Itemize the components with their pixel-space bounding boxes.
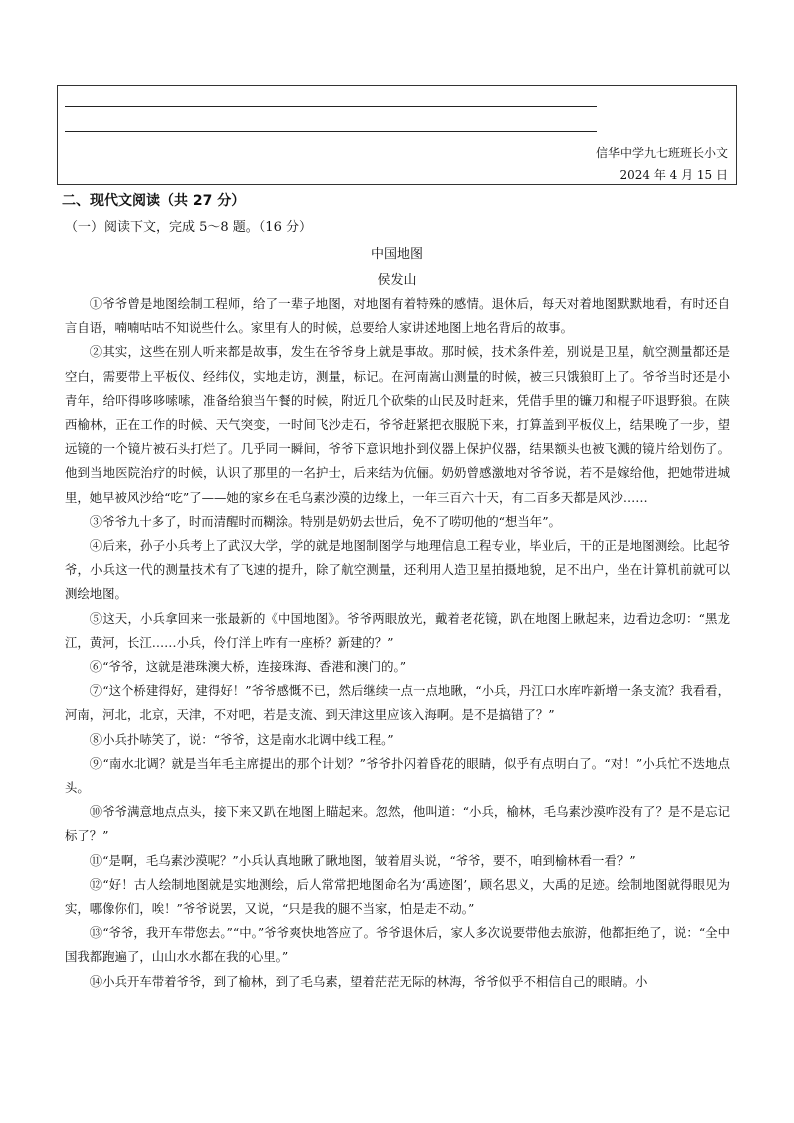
paragraph: ⑪“是啊，毛乌素沙漠呢？”小兵认真地瞅了瞅地图，皱着眉头说，“爷爷，要不，咱到榆林看一看？” [89, 852, 636, 868]
section-heading: 二、现代文阅读（共 27 分） [62, 193, 246, 209]
paragraph: ④后来，孙子小兵考上了武汉大学，学的就是地图制图学与地理信息工程专业，毕业后，干的正是地图测绘。比起爷爷，小兵这一代的测量技术有了飞速的提升，除了航空测量，还利用人造卫星拍摄地貌，足不出户，坐在计算机前就可以测绘地图。 [65, 538, 730, 602]
paragraph: ⑩爷爷满意地点点头，接下来又趴在地图上瞄起来。忽然，他叫道：“小兵，榆林，毛乌素沙漠咋没有了？是不是忘记标了？” [65, 804, 730, 844]
answer-line [65, 131, 597, 132]
paragraph: ⑧小兵扑哧笑了，说：“爷爷，这是南水北调中线工程。” [89, 731, 394, 747]
letter-date: 2024 年 4 月 15 日 [619, 168, 728, 182]
article-author: 侯发山 [377, 273, 417, 288]
letter-signature: 信华中学九七班班长小文 [595, 146, 728, 160]
paragraph: ⑭小兵开车带着爷爷，到了榆林，到了毛乌素，望着茫茫无际的林海，爷爷似乎不相信自己的眼睛。小 [89, 973, 648, 989]
paragraph: ⑥“爷爷，这就是港珠澳大桥，连接珠海、香港和澳门的。” [89, 659, 407, 675]
paragraph: ⑬“爷爷，我开车带您去。”“中。”爷爷爽快地答应了。爷爷退休后，家人多次说要带他去旅游，他都拒绝了，说：“全中国我都跑遍了，山山水水都在我的心里。” [65, 925, 730, 965]
article-title: 中国地图 [370, 247, 423, 262]
paragraph: ⑫“好！古人绘制地图就是实地测绘，后人常常把地图命名为‘禹迹图’，顾名思义，大禹的足迹。绘制地图就得眼见为实，哪像你们，唉！”爷爷说罢，又说，“只是我的腿不当家，怕是走不动。” [65, 876, 730, 917]
article-body [65, 292, 730, 994]
paragraph: ⑨“南水北调？就是当年毛主席提出的那个计划？”爷爷扑闪着昏花的眼睛，似乎有点明白了。“对！”小兵忙不迭地点头。 [65, 755, 730, 796]
paragraph: ⑦“这个桥建得好，建得好！”爷爷感慨不已，然后继续一点一点地瞅，“小兵，丹江口水库咋新增一条支流？我看看，河南，河北，北京，天津，不对吧，若是支流、到天津这里应该入海啊。是不是搞错了？” [65, 683, 730, 723]
answer-line [65, 106, 597, 107]
sub-heading: （一）阅读下文，完成 5～8 题。（16 分） [65, 220, 312, 235]
paragraph: ①爷爷曾是地图绘制工程师，给了一辈子地图，对地图有着特殊的感情。退休后，每天对着地图默默地看，有时还自言自语，喃喃咕咕不知说些什么。家里有人的时候，总要给人家讲述地图上地名背后的故事。 [65, 296, 730, 336]
paragraph: ③爷爷九十多了，时而清醒时而糊涂。特别是奶奶去世后，免不了唠叨他的“想当年”。 [89, 513, 561, 529]
paragraph: ⑤这天，小兵拿回来一张最新的《中国地图》。爷爷两眼放光，戴着老花镜，趴在地图上瞅起来，边看边念叨：“黑龙江，黄河，长江……小兵，伶仃洋上咋有一座桥？新建的？” [65, 610, 730, 650]
answer-box [57, 85, 737, 185]
paragraph: ②其实，这些在别人听来都是故事，发生在爷爷身上就是事故。那时候，技术条件差，别说是卫星，航空测量都还是空白，需要带上平板仪、经纬仪，实地走访，测量，标记。在河南嵩山测量的时候，被三只饿狼盯上了。爷爷当时还是小青年，给吓得哆哆嗦嗦，准备给狼当午餐的时候，附近几个砍柴的山民及时赶来，凭借手里的镰刀和棍子吓退野狼。在陕西榆林，正在工作的时候、天气突变，一时间飞沙走石，爷爷赶紧把衣服脱下来，打算盖到平板仪上，结果晚了一步，望远镜的一个镜片被石头打烂了。几乎同一瞬间，爷爷下意识地扑到仪器上保护仪器，结果额头也被飞溅的镜片给划伤了。他到当地医院治疗的时候，认识了那里的一名护士，后来结为伉俪。奶奶曾感激地对爷爷说，若不是嫁给他，把她带进城里，她早被风沙给“吃”了——她的家乡在毛乌素沙漠的边缘上，一年三百六十天，有二百多天都是风沙…… [65, 344, 730, 505]
